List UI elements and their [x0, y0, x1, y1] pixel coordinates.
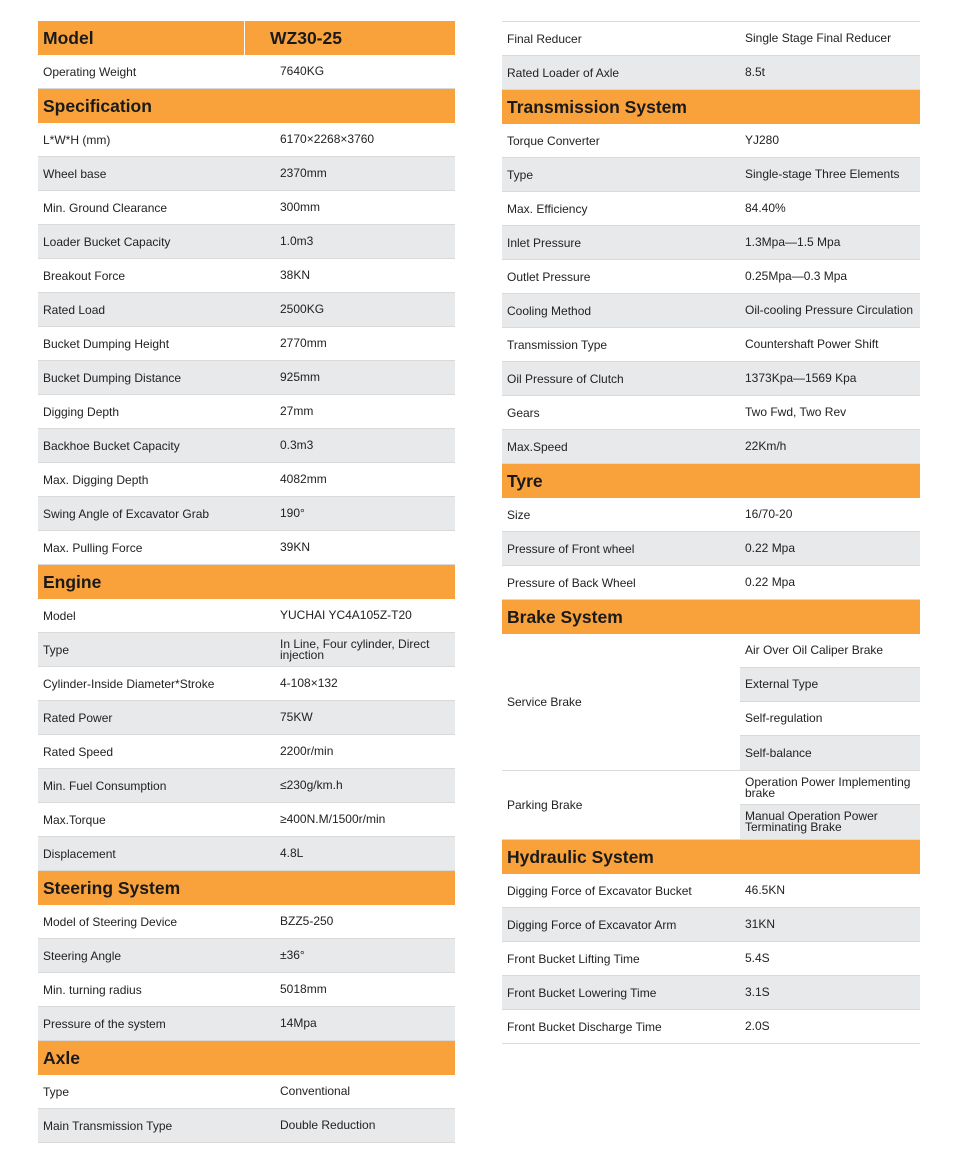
row-label: Max.Torque: [43, 812, 106, 827]
section-header-hydraulic: Hydraulic System: [502, 840, 920, 874]
row-label: Type: [507, 167, 534, 182]
model-label: Model: [38, 21, 245, 55]
service-brake-value: Air Over Oil Caliper Brake: [740, 634, 920, 668]
service-brake-label: Service Brake: [507, 695, 582, 709]
right-spec-column: [502, 21, 920, 1044]
row-value: Single-stage Three Elements: [745, 167, 900, 181]
hydraulic-rows: [502, 874, 920, 1044]
row-label: Transmission Type: [507, 337, 608, 352]
table-row: [38, 259, 455, 293]
axle-continued-rows: [502, 22, 920, 90]
table-row: [38, 497, 455, 531]
table-row: [502, 976, 920, 1010]
row-label: Bucket Dumping Distance: [43, 370, 182, 385]
table-row: [38, 361, 455, 395]
table-row: [38, 395, 455, 429]
table-row: [38, 769, 455, 803]
row-value: Oil-cooling Pressure Circulation: [745, 303, 914, 317]
tyre-rows: [502, 498, 920, 600]
row-value: 1373Kpa—1569 Kpa: [745, 371, 857, 385]
row-label: Backhoe Bucket Capacity: [43, 438, 180, 453]
table-row: [502, 566, 920, 600]
row-value: Double Reduction: [280, 1118, 376, 1132]
row-value: 75KW: [280, 710, 313, 724]
table-row: [38, 633, 455, 667]
model-value: WZ30-25: [270, 27, 342, 48]
row-value: ≤230g/km.h: [280, 778, 343, 792]
service-brake-group: [502, 634, 920, 771]
table-row: [38, 973, 455, 1007]
row-value: 27mm: [280, 404, 314, 418]
table-row: [38, 225, 455, 259]
row-value: 14Mpa: [280, 1016, 317, 1030]
row-value: 39KN: [280, 540, 311, 554]
table-row: [38, 905, 455, 939]
row-label: Min. Ground Clearance: [43, 200, 168, 215]
model-header: [38, 21, 455, 55]
row-label: Min. turning radius: [43, 982, 142, 997]
parking-brake-value: Operation Power Implementing brake: [740, 771, 920, 805]
row-label: Min. Fuel Consumption: [43, 778, 167, 793]
row-value: 0.22 Mpa: [745, 575, 796, 589]
row-label: Pressure of Front wheel: [507, 541, 635, 556]
row-value: 2370mm: [280, 166, 327, 180]
row-value: 4082mm: [280, 472, 327, 486]
row-value: 0.25Mpa—0.3 Mpa: [745, 269, 848, 283]
row-label: Wheel base: [43, 166, 107, 181]
row-label: Rated Power: [43, 710, 113, 725]
row-label: Cylinder-Inside Diameter*Stroke: [43, 676, 215, 691]
table-row: [502, 362, 920, 396]
axle-rows: [38, 1075, 455, 1143]
row-value: 46.5KN: [745, 883, 786, 897]
row-value: 1.0m3: [280, 234, 314, 248]
row-label: Displacement: [43, 846, 116, 861]
table-row: [38, 463, 455, 497]
row-value: Conventional: [280, 1084, 351, 1098]
engine-rows: [38, 599, 455, 871]
row-label: Type: [43, 1084, 70, 1099]
row-label: Oil Pressure of Clutch: [507, 371, 624, 386]
table-row: [38, 123, 455, 157]
row-label: Inlet Pressure: [507, 235, 582, 250]
row-label: Outlet Pressure: [507, 269, 591, 284]
table-row: [502, 396, 920, 430]
row-value: 0.22 Mpa: [745, 541, 796, 555]
table-row: [502, 226, 920, 260]
row-value: 84.40%: [745, 201, 786, 215]
row-label: Size: [507, 507, 531, 522]
table-row: [38, 939, 455, 973]
service-brake-value: External Type: [740, 668, 920, 702]
section-header-axle: Axle: [38, 1041, 455, 1075]
row-label: Front Bucket Lifting Time: [507, 951, 640, 966]
row-value: Two Fwd, Two Rev: [745, 405, 847, 419]
table-row: [502, 430, 920, 464]
row-value: 16/70-20: [745, 507, 793, 521]
row-value: 5.4S: [745, 951, 770, 965]
table-row: [38, 837, 455, 871]
row-label: Type: [43, 642, 70, 657]
row-value: In Line, Four cylinder, Direct injection: [280, 636, 430, 662]
row-value: ±36°: [280, 948, 305, 962]
row-label: Steering Angle: [43, 948, 122, 963]
parking-brake-value: Manual Operation Power Terminating Brake: [740, 805, 920, 839]
row-value: YUCHAI YC4A105Z-T20: [280, 608, 412, 622]
section-header-specification: Specification: [38, 89, 455, 123]
row-value: 0.3m3: [280, 438, 314, 452]
table-row: [502, 124, 920, 158]
row-label: Breakout Force: [43, 268, 126, 283]
row-label: Rated Loader of Axle: [507, 65, 620, 80]
row-value: 8.5t: [745, 65, 766, 79]
table-row: [502, 260, 920, 294]
parking-brake-label: Parking Brake: [507, 798, 583, 812]
section-header-tyre: Tyre: [502, 464, 920, 498]
section-header-engine: Engine: [38, 565, 455, 599]
row-label: Digging Force of Excavator Arm: [507, 917, 677, 932]
row-label: Pressure of Back Wheel: [507, 575, 636, 590]
table-row: [38, 429, 455, 463]
left-spec-column: [38, 21, 455, 1143]
table-row: [502, 22, 920, 56]
service-brake-value: Self-balance: [740, 736, 920, 770]
row-value: 2.0S: [745, 1019, 770, 1033]
table-row: [502, 1010, 920, 1044]
table-row: [502, 56, 920, 90]
row-label: Swing Angle of Excavator Grab: [43, 506, 210, 521]
row-label: Digging Force of Excavator Bucket: [507, 883, 692, 898]
row-value: 31KN: [745, 917, 776, 931]
section-header-steering: Steering System: [38, 871, 455, 905]
row-label: Final Reducer: [507, 31, 582, 46]
row-value: 2500KG: [280, 302, 325, 316]
row-label: Front Bucket Lowering Time: [507, 985, 657, 1000]
table-row: [502, 294, 920, 328]
row-value: 22Km/h: [745, 439, 787, 453]
table-row: [502, 908, 920, 942]
row-value: ≥400N.M/1500r/min: [280, 812, 386, 826]
row-label: Main Transmission Type: [43, 1118, 173, 1133]
row-label: Pressure of the system: [43, 1016, 166, 1031]
row-value: BZZ5-250: [280, 914, 334, 928]
table-row: [38, 157, 455, 191]
row-value: 1.3Mpa—1.5 Mpa: [745, 235, 841, 249]
row-value: 2200r/min: [280, 744, 334, 758]
transmission-rows: [502, 124, 920, 464]
table-row: [38, 667, 455, 701]
row-value: 4-108×132: [280, 676, 338, 690]
row-label: Front Bucket Discharge Time: [507, 1019, 662, 1034]
row-label: Bucket Dumping Height: [43, 336, 170, 351]
row-label: Digging Depth: [43, 404, 120, 419]
parking-brake-group: [502, 771, 920, 840]
table-row: [502, 158, 920, 192]
row-label: Max. Pulling Force: [43, 540, 143, 555]
row-value: 38KN: [280, 268, 311, 282]
specification-rows: [38, 123, 455, 565]
table-row: [38, 293, 455, 327]
table-row: [38, 531, 455, 565]
row-value: 7640KG: [280, 64, 325, 78]
table-row: [38, 1109, 455, 1143]
row-value: Countershaft Power Shift: [745, 337, 879, 351]
table-row: [38, 701, 455, 735]
row-label: Operating Weight: [43, 64, 137, 79]
row-value: 190°: [280, 506, 305, 520]
table-row: [502, 942, 920, 976]
row-label: Model: [43, 608, 76, 623]
table-row: [38, 1007, 455, 1041]
row-label: L*W*H (mm): [43, 132, 111, 147]
row-label: Max. Efficiency: [507, 201, 588, 216]
table-row: [38, 327, 455, 361]
row-label: Loader Bucket Capacity: [43, 234, 171, 249]
row-value: 4.8L: [280, 846, 304, 860]
table-row: [502, 532, 920, 566]
row-label: Cooling Method: [507, 303, 592, 318]
table-row: [38, 1075, 455, 1109]
table-row: [502, 874, 920, 908]
table-row: [502, 328, 920, 362]
table-row: [38, 599, 455, 633]
row-value: 6170×2268×3760: [280, 132, 375, 146]
table-row: [38, 191, 455, 225]
row-label: Gears: [507, 405, 540, 420]
table-row: [38, 735, 455, 769]
table-row: [38, 55, 455, 89]
service-brake-value: Self-regulation: [740, 702, 920, 736]
row-label: Max.Speed: [507, 439, 568, 454]
row-value: 300mm: [280, 200, 321, 214]
table-row: [38, 803, 455, 837]
section-header-transmission: Transmission System: [502, 90, 920, 124]
row-value: Single Stage Final Reducer: [745, 31, 892, 45]
row-value: 5018mm: [280, 982, 327, 996]
row-label: Max. Digging Depth: [43, 472, 149, 487]
row-value: 2770mm: [280, 336, 327, 350]
section-header-brake: Brake System: [502, 600, 920, 634]
steering-rows: [38, 905, 455, 1041]
row-label: Model of Steering Device: [43, 914, 178, 929]
row-value: 925mm: [280, 370, 321, 384]
table-row: [502, 498, 920, 532]
table-row: [502, 192, 920, 226]
row-label: Rated Speed: [43, 744, 114, 759]
row-label: Rated Load: [43, 302, 106, 317]
row-value: YJ280: [745, 133, 780, 147]
row-label: Torque Converter: [507, 133, 600, 148]
row-value: 3.1S: [745, 985, 770, 999]
